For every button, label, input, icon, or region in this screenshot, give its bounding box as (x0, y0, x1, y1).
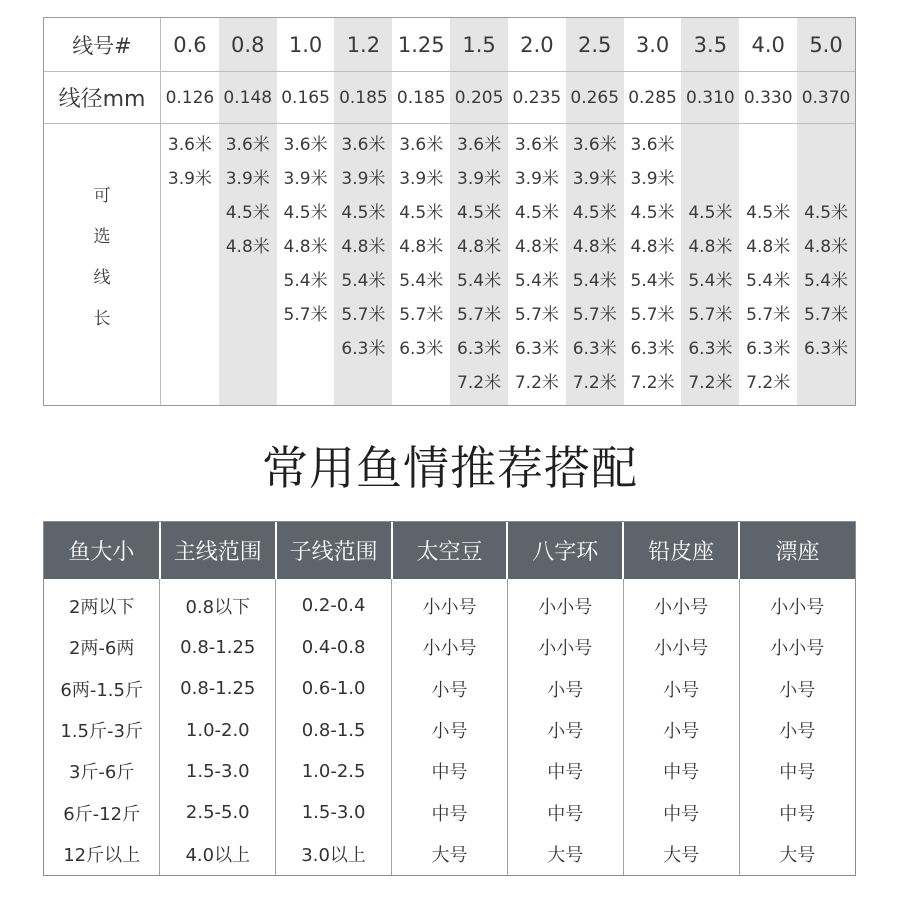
length-option: 4.8米 (283, 237, 328, 257)
length-option: 5.4米 (457, 271, 502, 291)
length-options-cell (450, 124, 508, 405)
length-options-cell (219, 124, 277, 405)
length-option: 4.8米 (514, 237, 559, 257)
length-option: 5.4米 (804, 271, 849, 291)
table-cell: 2两以下 (44, 579, 160, 627)
length-option: 4.5米 (514, 203, 559, 223)
spec-column (797, 18, 855, 405)
column-header: 主线范围 (160, 522, 276, 579)
length-option: 4.5米 (572, 203, 617, 223)
length-option: 6.3米 (804, 339, 849, 359)
length-options-cell (161, 124, 219, 405)
table-cell: 小小号 (623, 579, 739, 627)
column-header: 铅皮座 (623, 522, 739, 579)
length-option: 5.4米 (688, 271, 733, 291)
spec-column (681, 18, 739, 405)
line-spec-table (43, 17, 856, 406)
table-cell: 0.4-0.8 (276, 627, 392, 668)
table-cell: 6斤-12斤 (44, 792, 160, 833)
length-option: 5.4米 (399, 271, 444, 291)
length-option: 6.3米 (572, 339, 617, 359)
table-row (44, 668, 855, 709)
length-option: 4.5米 (630, 203, 675, 223)
length-option: 5.7米 (572, 305, 617, 325)
table-row (44, 792, 855, 833)
length-option: 5.4米 (630, 271, 675, 291)
table-cell: 中号 (623, 751, 739, 792)
length-options-cell (797, 124, 855, 405)
optional-length-label-char: 长 (93, 309, 111, 329)
table-cell: 大号 (507, 834, 623, 875)
table-cell: 小号 (392, 709, 508, 750)
length-options-cell (277, 124, 335, 405)
length-option: 4.8米 (225, 237, 270, 257)
table-cell: 小小号 (392, 627, 508, 668)
column-header: 太空豆 (392, 522, 508, 579)
recommendation-table (43, 521, 856, 876)
line-number-value: 1.2 (334, 18, 392, 72)
table-cell: 小小号 (770, 596, 825, 618)
length-option: 4.5米 (225, 203, 270, 223)
length-option: 4.8米 (399, 237, 444, 257)
table-cell: 小号 (507, 709, 623, 750)
table-cell: 小号 (623, 709, 739, 750)
table-cell: 中号 (392, 792, 508, 833)
spec-column (277, 18, 335, 405)
length-option: 4.8米 (341, 237, 386, 257)
length-option: 4.5米 (688, 203, 733, 223)
table-cell: 4.0以上 (160, 834, 276, 875)
line-number-value: 4.0 (739, 18, 797, 72)
line-diameter-value: 0.265 (566, 72, 624, 124)
table-cell: 小号 (623, 668, 739, 709)
length-option: 5.7米 (457, 305, 502, 325)
spec-column (624, 18, 682, 405)
line-diameter-value: 0.126 (161, 72, 219, 124)
spec-column (161, 18, 219, 405)
optional-length-label-char: 可 (93, 186, 111, 206)
length-option: 3.6米 (514, 135, 559, 155)
table-cell: 0.8-1.25 (160, 668, 276, 709)
table-cell: 6两-1.5斤 (44, 668, 160, 709)
spec-column (739, 18, 797, 405)
table-cell: 中号 (507, 792, 623, 833)
length-option: 4.8米 (804, 237, 849, 257)
table-cell: 小小号 (507, 579, 623, 627)
optional-length-label-cell (44, 124, 160, 405)
table-cell: 中号 (779, 762, 816, 784)
table-cell: 小小号 (770, 638, 825, 660)
length-option: 5.7米 (630, 305, 675, 325)
line-number-value: 0.8 (219, 18, 277, 72)
length-option: 3.6米 (572, 135, 617, 155)
table-row (44, 834, 855, 875)
line-number-label: 线号# (44, 18, 160, 72)
length-option: 7.2米 (688, 373, 733, 393)
length-option: 5.7米 (746, 305, 791, 325)
length-option: 3.9米 (399, 169, 444, 189)
length-option: 5.7米 (341, 305, 386, 325)
length-option: 5.4米 (746, 271, 791, 291)
length-option: 5.4米 (514, 271, 559, 291)
length-option: 4.5米 (804, 203, 849, 223)
length-option: 3.6米 (341, 135, 386, 155)
table-cell: 小号 (779, 679, 816, 701)
length-option: 5.7米 (804, 305, 849, 325)
length-option: 3.9米 (572, 169, 617, 189)
spec-column (450, 18, 508, 405)
line-number-value: 1.0 (277, 18, 335, 72)
length-options-cell (392, 124, 450, 405)
length-option: 3.9米 (283, 169, 328, 189)
column-header: 子线范围 (276, 522, 392, 579)
spec-column (508, 18, 566, 405)
spec-column (219, 18, 277, 405)
spec-column (334, 18, 392, 405)
table-cell: 3斤-6斤 (44, 751, 160, 792)
length-option: 5.4米 (572, 271, 617, 291)
table-cell: 小号 (507, 668, 623, 709)
section-title: 常用鱼情推荐搭配 (262, 441, 638, 495)
length-option: 6.3米 (688, 339, 733, 359)
optional-length-label-char: 线 (93, 268, 111, 288)
table-cell: 小小号 (392, 579, 508, 627)
table-cell: 0.8-1.25 (160, 627, 276, 668)
length-option: 6.3米 (630, 339, 675, 359)
line-number-value: 1.25 (392, 18, 450, 72)
line-diameter-value: 0.185 (392, 72, 450, 124)
spec-column (566, 18, 624, 405)
length-option: 7.2米 (457, 373, 502, 393)
length-option: 5.4米 (283, 271, 328, 291)
recommendation-grid (44, 522, 855, 875)
length-option: 3.9米 (514, 169, 559, 189)
length-option: 4.8米 (572, 237, 617, 257)
optional-length-label-char: 选 (93, 227, 111, 247)
length-option: 6.3米 (457, 339, 502, 359)
length-option: 4.5米 (341, 203, 386, 223)
length-option: 3.6米 (225, 135, 270, 155)
line-number-value: 1.5 (450, 18, 508, 72)
table-cell: 小号 (392, 668, 508, 709)
line-number-value: 2.5 (566, 18, 624, 72)
length-option: 3.9米 (225, 169, 270, 189)
table-cell: 大号 (392, 834, 508, 875)
length-option: 4.8米 (630, 237, 675, 257)
optional-length-label (44, 176, 160, 340)
length-options-cell (739, 124, 797, 405)
length-option: 4.5米 (746, 203, 791, 223)
table-cell: 大号 (623, 834, 739, 875)
recommendation-body (44, 579, 855, 875)
length-option: 6.3米 (341, 339, 386, 359)
length-option: 3.6米 (399, 135, 444, 155)
line-diameter-value: 0.185 (334, 72, 392, 124)
length-options-cell (334, 124, 392, 405)
table-cell: 2.5-5.0 (160, 792, 276, 833)
length-option: 5.4米 (341, 271, 386, 291)
line-number-value: 2.0 (508, 18, 566, 72)
table-cell: 中号 (623, 792, 739, 833)
length-option: 5.7米 (514, 305, 559, 325)
length-option: 7.2米 (572, 373, 617, 393)
spec-row-labels (44, 18, 161, 405)
length-option: 6.3米 (399, 339, 444, 359)
table-row (44, 709, 855, 750)
table-row (44, 627, 855, 668)
length-option: 5.7米 (688, 305, 733, 325)
table-cell: 2两-6两 (44, 627, 160, 668)
table-row (44, 579, 855, 627)
length-option: 4.8米 (688, 237, 733, 257)
table-cell: 3.0以上 (276, 834, 392, 875)
length-option: 3.9米 (341, 169, 386, 189)
table-cell: 12斤以上 (44, 834, 160, 875)
length-option: 3.9米 (630, 169, 675, 189)
table-cell: 1.5斤-3斤 (44, 709, 160, 750)
line-number-value: 5.0 (797, 18, 855, 72)
table-cell: 1.5-3.0 (276, 792, 392, 833)
table-cell: 小号 (779, 721, 816, 743)
length-option: 5.7米 (283, 305, 328, 325)
line-diameter-value: 0.165 (277, 72, 335, 124)
line-diameter-value: 0.148 (219, 72, 277, 124)
length-option: 4.5米 (283, 203, 328, 223)
table-row (44, 751, 855, 792)
table-cell: 0.2-0.4 (276, 579, 392, 627)
table-cell: 大号 (779, 845, 816, 867)
line-number-value: 0.6 (161, 18, 219, 72)
length-options-cell (624, 124, 682, 405)
line-diameter-value: 0.205 (450, 72, 508, 124)
table-cell: 1.5-3.0 (160, 751, 276, 792)
line-diameter-value: 0.235 (508, 72, 566, 124)
line-diameter-value: 0.310 (681, 72, 739, 124)
table-cell: 0.8-1.5 (276, 709, 392, 750)
table-cell: 1.0-2.5 (276, 751, 392, 792)
length-option: 4.8米 (746, 237, 791, 257)
line-spec-grid (44, 18, 855, 405)
line-diameter-value: 0.330 (739, 72, 797, 124)
length-option: 4.8米 (457, 237, 502, 257)
line-number-value: 3.5 (681, 18, 739, 72)
length-option: 6.3米 (746, 339, 791, 359)
length-option: 3.6米 (630, 135, 675, 155)
length-option: 7.2米 (630, 373, 675, 393)
length-option: 3.6米 (283, 135, 328, 155)
length-options-cell (508, 124, 566, 405)
length-option: 7.2米 (514, 373, 559, 393)
table-cell: 0.8以下 (160, 579, 276, 627)
length-options-cell (681, 124, 739, 405)
table-cell: 0.6-1.0 (276, 668, 392, 709)
length-option: 3.6米 (457, 135, 502, 155)
length-option: 3.9米 (457, 169, 502, 189)
length-option: 5.7米 (399, 305, 444, 325)
line-number-value: 3.0 (624, 18, 682, 72)
length-option: 6.3米 (514, 339, 559, 359)
table-cell: 小小号 (507, 627, 623, 668)
line-diameter-label: 线径mm (44, 72, 160, 124)
length-option: 3.9米 (167, 169, 212, 189)
length-option: 7.2米 (746, 373, 791, 393)
table-cell: 1.0-2.0 (160, 709, 276, 750)
table-cell: 中号 (392, 751, 508, 792)
table-cell: 中号 (779, 803, 816, 825)
recommendation-header-row (44, 522, 855, 579)
length-option: 3.6米 (167, 135, 212, 155)
column-header: 鱼大小 (44, 522, 160, 579)
column-header: 漂座 (739, 522, 855, 579)
column-header: 八字环 (507, 522, 623, 579)
spec-column (392, 18, 450, 405)
length-option: 4.5米 (399, 203, 444, 223)
line-diameter-value: 0.285 (624, 72, 682, 124)
table-cell: 小小号 (623, 627, 739, 668)
length-options-cell (566, 124, 624, 405)
line-diameter-value: 0.370 (797, 72, 855, 124)
table-cell: 中号 (507, 751, 623, 792)
length-option: 4.5米 (457, 203, 502, 223)
